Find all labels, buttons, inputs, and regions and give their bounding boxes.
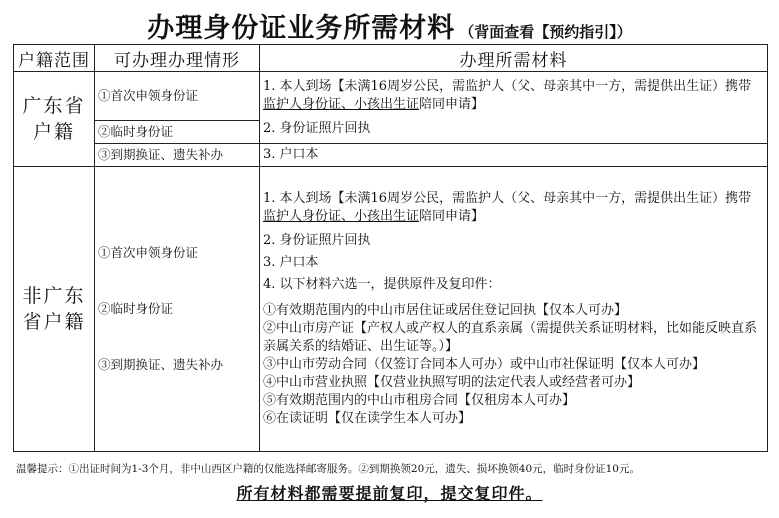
option-item: ④中山市营业执照【仅营业执照写明的法定代表人或经营者可办】: [263, 375, 641, 390]
header-materials: 办理所需材料: [260, 45, 768, 72]
region-label-line2: 省户籍: [22, 311, 86, 333]
region-guangdong: [14, 72, 95, 167]
situation-renewal: ③到期换证、遗失补办: [98, 357, 224, 372]
materials-non-guangdong: [260, 167, 768, 452]
table-row: [14, 144, 768, 167]
material-item: 3. 户口本: [263, 255, 319, 270]
table-header-row: [14, 45, 768, 72]
header-region: 户籍范围: [14, 45, 95, 72]
materials-guangdong-1-2: [260, 72, 768, 144]
material-item: 2. 身份证照片回执: [263, 233, 371, 248]
footer-notice: 所有材料都需要提前复印，提交复印件。: [236, 484, 543, 503]
material-item: 2. 身份证照片回执: [263, 120, 371, 136]
option-item: ②中山市房产证【产权人或产权人的直系亲属（需提供关系证明材料，比如能反映直系亲属关系的结婚证、出生证等。）】: [263, 321, 758, 354]
header-situation: 可办理办理情形: [95, 45, 260, 72]
situation-first-apply: ①首次申领身份证: [95, 72, 260, 121]
title-main: 办理身份证业务所需材料: [147, 13, 456, 44]
option-item: ⑤有效期范围内的中山市租房合同【仅租房本人可办】: [263, 393, 576, 408]
materials-table: [13, 44, 768, 452]
material-item: 1. 本人到场【未满16周岁公民，需监护人（父、母亲其中一方，需提供出生证）携带监护人身份证、小孩出生证陪同申请】: [263, 78, 752, 112]
situations-non-guangdong: [95, 167, 260, 452]
material-item: 4. 以下材料六选一，提供原件及复印件：: [263, 277, 501, 292]
material-item: 1. 本人到场【未满16周岁公民，需监护人（父、母亲其中一方，需提供出生证）携带监护人身份证、小孩出生证陪同申请】: [263, 191, 752, 224]
region-non-guangdong: [14, 167, 95, 452]
option-item: ⑥在读证明【仅在读学生本人可办】: [263, 411, 472, 426]
table-row: [14, 167, 768, 452]
situation-temporary: ②临时身份证: [98, 301, 174, 316]
situation-temporary: ②临时身份证: [95, 121, 260, 144]
material-item: 3. 户口本: [260, 144, 768, 167]
footer-tip: 温馨提示：①出证时间为1-3个月，非中山西区户籍的仅能选择邮寄服务。②到期换领20元，遗失、损坏换领40元，临时身份证10元。: [16, 463, 640, 475]
situation-first-apply: ①首次申领身份证: [98, 245, 199, 260]
title-note: （背面查看【预约指引】）: [459, 23, 632, 41]
option-item: ①有效期范围内的中山市居住证或居住登记回执【仅本人可办】: [263, 303, 628, 318]
option-item: ③中山市劳动合同（仅签订合同本人可办）或中山市社保证明【仅本人可办】: [263, 357, 706, 372]
region-label-line2: 户籍: [32, 121, 75, 143]
page-title: [0, 6, 779, 44]
table-row: [14, 72, 768, 121]
region-label-line1: 非广东: [22, 285, 86, 307]
region-label-line1: 广东省: [22, 95, 86, 117]
situation-renewal: ③到期换证、遗失补办: [95, 144, 260, 167]
